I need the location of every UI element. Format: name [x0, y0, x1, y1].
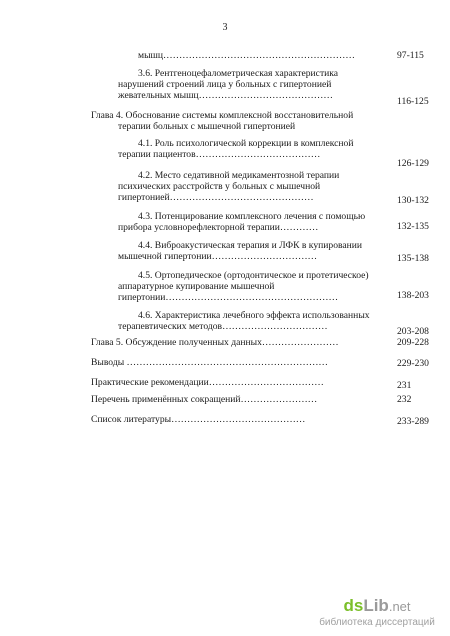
toc-page: 132-135	[397, 221, 429, 232]
toc-line: мышечной гипертонии……………………………	[118, 251, 318, 262]
toc-line: Практические рекомендации………………………………	[91, 377, 324, 388]
toc-line: нарушений строений лица у больных с гипертонией	[118, 79, 332, 90]
toc-line: 4.3. Потенцирование комплексного лечения с помощью	[138, 211, 366, 222]
toc-page: 229-230	[397, 358, 429, 369]
toc-line: 4.2. Место седативной медикаментозной терапии	[138, 170, 340, 181]
toc-line: терапии больных с мышечной гипертонией	[118, 121, 296, 132]
dslib-logo	[318, 597, 436, 616]
toc-line: терапевтических методов……………………………	[118, 321, 328, 332]
watermark-subtitle: библиотека диссертаций	[319, 617, 435, 628]
toc-line: 4.1. Роль психологической коррекции в комплексной	[138, 138, 354, 149]
toc-line: гипертонией………………………………………	[118, 192, 314, 203]
toc-page: 135-138	[397, 253, 429, 264]
logo-lib: Lib	[363, 596, 389, 615]
toc-page: 116-125	[397, 96, 429, 107]
toc-line: 4.4. Виброакустическая терапия и ЛФК в купировании	[138, 240, 363, 251]
toc-line: Перечень применённых сокращений……………………	[91, 394, 318, 405]
toc-page: 203-208	[397, 326, 429, 337]
toc-line: мышц……………………………………………………	[138, 50, 355, 61]
toc-line: Глава 4. Обоснование системы комплексной восстановительной	[91, 110, 354, 121]
toc-page: 233-289	[397, 416, 429, 427]
toc-page: 209-228	[397, 337, 429, 348]
toc-line: Выводы ………………………………………………………	[91, 357, 329, 368]
toc-line: психических расстройств у больных с мышечной	[118, 181, 321, 192]
toc-line: 4.5. Ортопедическое (ортодонтическое и протетическое)	[138, 270, 369, 281]
toc-line: гипертонии………………………………………………	[118, 292, 339, 303]
toc-page: 126-129	[397, 158, 429, 169]
toc-line: терапии пациентов…………………………………	[118, 149, 321, 160]
toc-page: 231	[397, 380, 412, 391]
toc-line: прибора условнорефлекторной терапии…………	[118, 222, 319, 233]
dslib-watermark	[318, 597, 436, 628]
logo-ds: ds	[343, 596, 364, 615]
page-number: 3	[222, 22, 228, 33]
toc-line: жевательных мышц……………………………………	[118, 90, 333, 101]
toc-page: 97-115	[397, 50, 424, 61]
toc-line: 3.6. Рентгеноцефалометрическая характеристика	[138, 68, 339, 79]
toc-line: Глава 5. Обсуждение полученных данных……………………	[91, 337, 339, 348]
logo-net: .net	[388, 599, 411, 614]
toc-line: аппаратурное купирование мышечной	[118, 281, 275, 292]
toc-line: 4.6. Характеристика лечебного эффекта использованных	[138, 310, 370, 321]
toc-page: 232	[397, 394, 412, 405]
toc-page: 130-132	[397, 195, 429, 206]
toc-line: Список литературы……………………………………	[91, 414, 306, 425]
toc-page: 138-203	[397, 290, 429, 301]
